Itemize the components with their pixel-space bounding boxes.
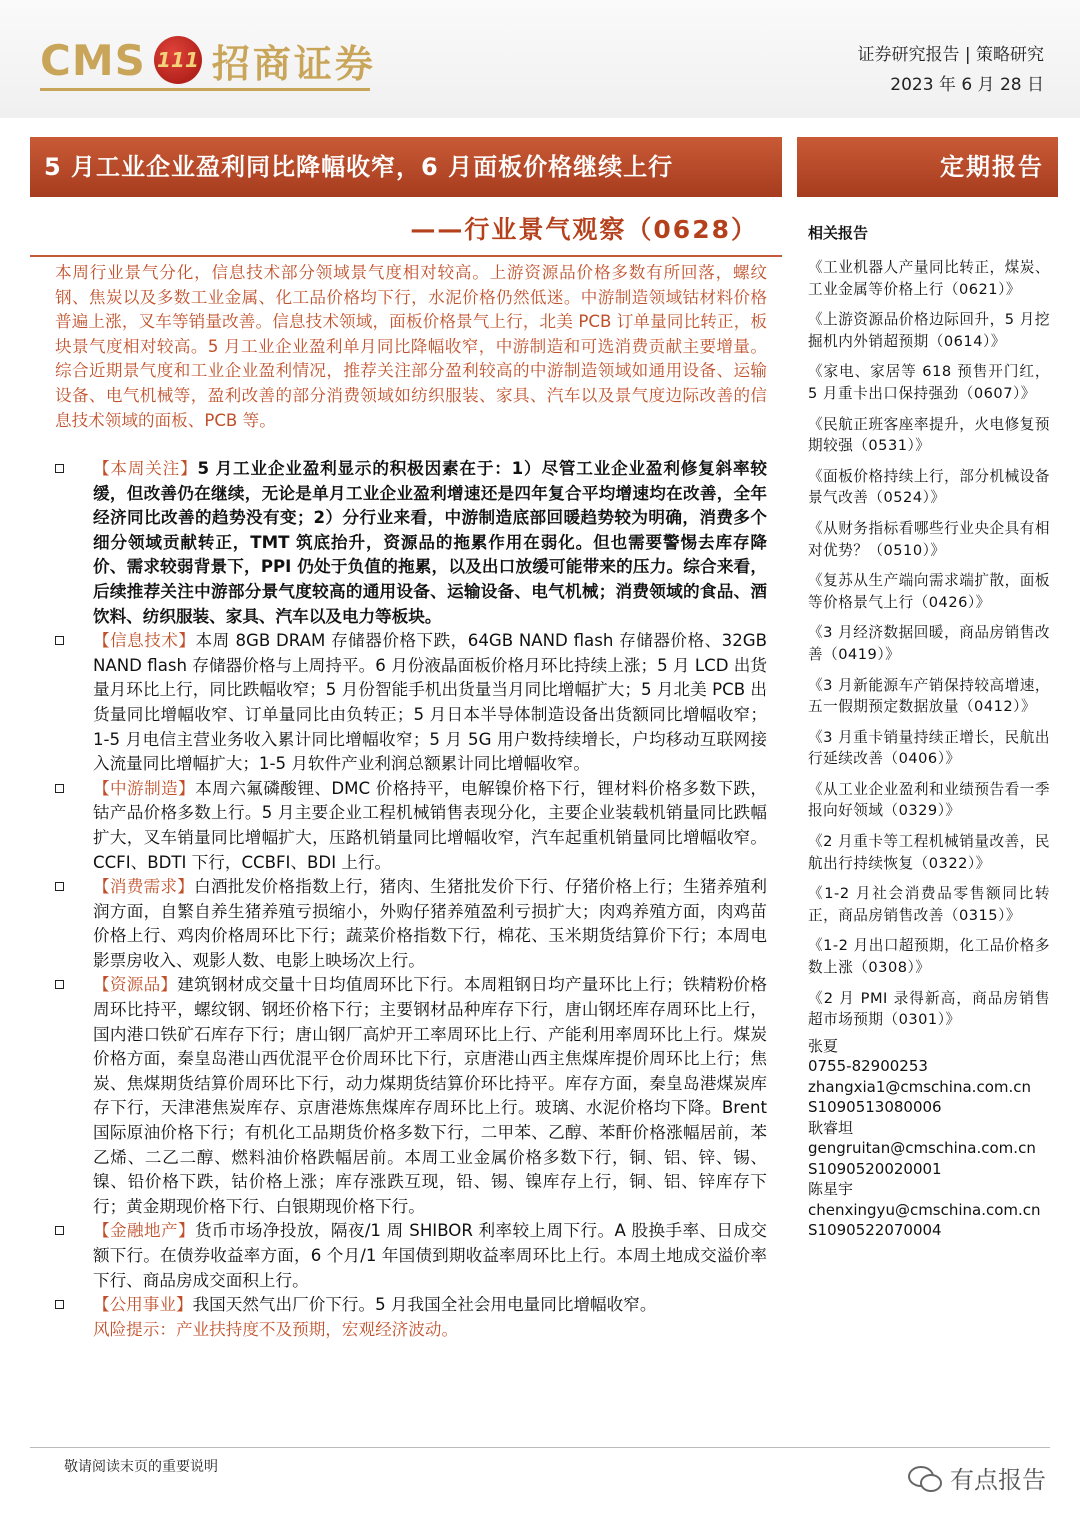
summary-paragraph: 本周行业景气分化，信息技术部分领域景气度相对较高。上游资源品价格多数有所回落，螺纹钢、焦炭以及多数工业金属、化工品价格均下行，水泥价格仍然低迷。中游制造领域钴材料价格普遍上涨，叉车等销量改善。信息技术领域，面板价格景气上行，北美 PCB 订单量同比转正，板块景气度相对较高。5 月工业企业盈利单月同比降幅收窄，中游制造和可选消费贡献主要增量。综合近期景气度和工业企业盈利情况，推荐关注部分盈利较高的中游制造领域如通用设备、运输设备、电气机械等，盈利改善的部分消费领域如纺织服装、家具、汽车以及景气度边际改善的信息技术领域的面板、PCB 等。 [55, 263, 767, 430]
report-kind: 定期报告 [797, 137, 1058, 197]
analyst-cert: S1090520020001 [808, 1159, 942, 1178]
related-reports-list [808, 257, 1050, 1031]
related-report-link[interactable]: 《从财务指标看哪些行业央企具有相对优势？（0510）》 [808, 519, 1050, 559]
logo-seal-icon: 111 [154, 36, 202, 84]
analyst-name: 张夏 [808, 1036, 839, 1055]
section-body: 货币市场净投放，隔夜/1 周 SHIBOR 利率较上周下行。A 股换手率、日成交额下行。在债券收益率方面，6 个月/1 年国债到期收益率周环比上行。本周土地成交溢价率下行、商品房成交面积上行。 [93, 1221, 768, 1290]
section-info-tech [55, 629, 767, 777]
related-report-link[interactable]: 《上游资源品价格边际回升，5 月挖掘机内外销超预期（0614）》 [808, 311, 1050, 350]
related-report-link[interactable]: 《1-2 月出口超预期，化工品价格多数上涨（0308）》 [808, 937, 1050, 977]
checkbox-bullet-icon [55, 882, 64, 891]
related-report-link[interactable]: 《1-2 月社会消费品零售额同比转正，商品房销售改善（0315）》 [808, 885, 1050, 924]
logo-underline [40, 88, 370, 91]
sidebar [808, 222, 1050, 1241]
watermark-text: 有点报告 [950, 1466, 1046, 1494]
related-report-link[interactable]: 《面板价格持续上行，部分机械设备景气改善（0524）》 [808, 467, 1050, 507]
section-body: 我国天然气出厂价下行。5 月我国全社会用电量同比增幅收窄。 [192, 1295, 657, 1315]
section-tag: 【消费需求】 [93, 877, 195, 897]
section-body: 白酒批发价格指数上行，猪肉、生猪批发价下行、仔猪价格上行；生猪养殖利润方面，自繁自养生猪养殖亏损缩小，外购仔猪养殖盈利亏损扩大；肉鸡养殖方面，肉鸡苗价格上行、鸡肉价格周环比下行；蔬菜价格指数下行，棉花、玉米期货结算价下行；本周电影票房收入、观影人数、电影上映场次上行。 [93, 877, 767, 970]
section-utilities [55, 1293, 767, 1318]
analyst-email[interactable]: chenxingyu@cmschina.com.cn [808, 1200, 1041, 1219]
section-tag: 【公用事业】 [93, 1295, 193, 1315]
report-title: 5 月工业企业盈利同比降幅收窄，6 月面板价格继续上行 [30, 137, 782, 197]
analyst-cert: S1090513080006 [808, 1098, 942, 1117]
wechat-icon [908, 1464, 942, 1492]
related-report-link[interactable]: 《家电、家居等 618 预售开门红，5 月重卡出口保持强劲（0607）》 [808, 363, 1050, 402]
checkbox-bullet-icon [55, 464, 64, 473]
risk-warning: 风险提示：产业扶持度不及预期，宏观经济波动。 [93, 1319, 459, 1339]
checkbox-bullet-icon [55, 636, 64, 645]
analyst-email[interactable]: gengruitan@cmschina.com.cn [808, 1139, 1036, 1158]
sections-list [55, 457, 767, 1342]
section-resources [55, 973, 767, 1219]
related-report-link[interactable]: 《3 月经济数据回暖，商品房销售改善（0419）》 [808, 624, 1050, 663]
analyst-name: 陈星宇 [808, 1180, 854, 1199]
section-tag: 【信息技术】 [93, 631, 196, 651]
logo-cn-text: 招商证券 [211, 40, 376, 86]
checkbox-bullet-icon [55, 980, 64, 989]
related-report-link[interactable]: 《2 月 PMI 录得新高，商品房销售超市场预期（0301）》 [808, 989, 1050, 1029]
related-report-link[interactable]: 《2 月重卡等工程机械销量改善，民航出行持续恢复（0322）》 [808, 833, 1050, 872]
analyst-email[interactable]: zhangxia1@cmschina.com.cn [808, 1077, 1032, 1096]
section-tag: 【本周关注】 [93, 459, 198, 478]
related-reports-title: 相关报告 [808, 224, 869, 242]
analyst-cert: S1090522070004 [808, 1221, 942, 1240]
cms-logo [40, 30, 376, 90]
doc-date: 2023 年 6 月 28 日 [890, 75, 1044, 95]
analyst-name: 耿睿坦 [808, 1118, 854, 1137]
section-midstream [55, 777, 767, 875]
footer-divider [30, 1447, 1050, 1448]
related-report-link[interactable]: 《3 月新能源车产销保持较高增速，五一假期预定数据放量（0412）》 [808, 676, 1050, 716]
related-report-link[interactable]: 《民航正班客座率提升，火电修复预期较强（0531）》 [808, 415, 1050, 455]
related-report-link[interactable]: 《3 月重卡销量持续正增长，民航出行延续改善（0406）》 [808, 728, 1050, 768]
section-tag: 【资源品】 [93, 975, 178, 995]
analyst-phone: 0755-82900253 [808, 1057, 928, 1076]
section-tag: 【中游制造】 [93, 778, 196, 798]
section-body: 本周六氟磷酸锂、DMC 价格持平，电解镍价格下行，锂材料价格多数下跌，钴产品价格多数上行。5 月主要企业工程机械销售表现分化，主要企业装载机销量同比跌幅扩大，叉车销量同比增幅扩大，压路机销量同比增幅收窄，汽车起重机销量同比增幅收窄。CCFI、BDTI 下行，CCBFI、BDI 上行。 [93, 778, 767, 872]
checkbox-bullet-icon [55, 1300, 64, 1309]
section-tag: 【金融地产】 [93, 1221, 195, 1241]
related-report-link[interactable]: 《从工业企业盈利和业绩预告看一季报向好领域（0329）》 [808, 780, 1050, 820]
section-body: 建筑钢材成交量十日均值周环比下行。本周粗钢日均产量环比上行；铁精粉价格周环比持平，螺纹钢、钢坯价格下行；主要钢材品种库存下行，唐山钢坯库存周环比上行，国内港口铁矿石库存下行；唐山钢厂高炉开工率周环比上行、产能利用率周环比上行。煤炭价格方面，秦皇岛港山西优混平仓价周环比下行，京唐港山西主焦煤库提价周环比上行；焦炭、焦煤期货结算价周环比下行，动力煤期货结算价环比持平。库存方面，秦皇岛港煤炭库存下行，天津港焦炭库存、京唐港炼焦煤库存周环比上行。玻璃、水泥价格均下降。Brent 国际原油价格下行；有机化工品期货价格多数下行，二甲苯、乙醇、苯酐价格涨幅居前，苯乙烯、二乙二醇、燃料油价格跌幅居前。本周工业金属价格多数下行，铜、铝、锌、锡、镍、铅价格下跌，钴价格上涨；库存涨跌互现，铅、锡、镍库存上行，铜、铝、锌库存下行；黄金期现价格下行、白银期现价格下行。 [93, 975, 768, 1216]
doc-type: 证券研究报告 | 策略研究 [857, 45, 1044, 65]
report-subtitle: ——行业景气观察（0628） [410, 215, 758, 244]
analyst-contacts [808, 1036, 1050, 1241]
section-weekly-focus [55, 457, 767, 629]
checkbox-bullet-icon [55, 784, 64, 793]
checkbox-bullet-icon [55, 1226, 64, 1235]
section-body: 本周 8GB DRAM 存储器价格下跌，64GB NAND flash 存储器价格、32GB NAND flash 存储器价格与上周持平。6 月份液晶面板价格月环比持续上涨；5 月 LCD 出货量月环比上行，同比跌幅收窄；5 月份智能手机出货量当月同比增幅扩大；5 月北美 PCB 出货量同比增幅收窄、订单量同比由负转正；5 月日本半导体制造设备出货额同比增幅收窄；1-5 月电信主营业务收入累计同比增幅收窄；5 月 5G 用户数持续增长，户均移动互联网接入流量同比增幅扩大；1-5 月软件产业利润总额累计同比增幅收窄。 [93, 631, 768, 774]
related-report-link[interactable]: 《工业机器人产量同比转正，煤炭、工业金属等价格上行（0621）》 [808, 259, 1050, 298]
subtitle-divider [30, 255, 782, 257]
related-report-link[interactable]: 《复苏从生产端向需求端扩散，面板等价格景气上行（0426）》 [808, 572, 1050, 611]
section-finance-realestate [55, 1219, 767, 1293]
section-consumer [55, 875, 767, 973]
watermark [908, 1460, 1046, 1495]
section-body: 5 月工业企业盈利显示的积极因素在于：1）尽管工业企业盈利修复斜率较缓，但改善仍在继续，无论是单月工业企业盈利增速还是四年复合平均增速均在改善，全年经济同比改善的趋势没有变；2）分行业来看，中游制造底部回暖趋势较为明确，消费多个细分领域贡献转正，TMT 筑底抬升，资源品的拖累作用在弱化。但也需要警惕去库存降价、需求较弱背景下，PPI 仍处于负值的拖累，以及出口放缓可能带来的压力。综合来看，后续推荐关注中游部分景气度较高的通用设备、运输设备、电气机械；消费领域的食品、酒饮料、纺织服装、家具、汽车以及电力等板块。 [93, 459, 767, 626]
logo-cms-text: CMS [40, 35, 146, 85]
footer-note: 敬请阅读末页的重要说明 [64, 1459, 218, 1475]
